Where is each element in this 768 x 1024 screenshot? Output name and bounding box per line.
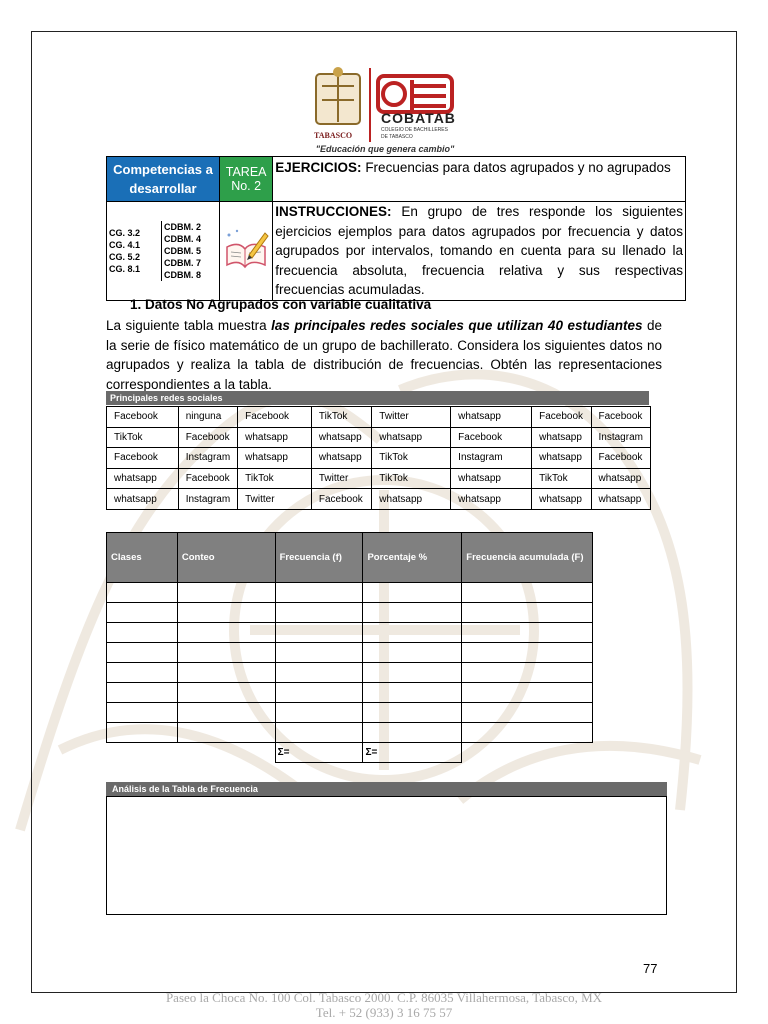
data-table-cell: whatsapp [107, 489, 179, 510]
freq-table-cell[interactable] [177, 663, 275, 683]
data-table-cell: Instagram [591, 427, 651, 448]
freq-table-cell[interactable] [363, 623, 462, 643]
ejercicios-cell [273, 157, 686, 202]
left-logo-text: TABASCO [314, 131, 353, 140]
right-logo-sub2: DE TABASCO [381, 134, 413, 140]
freq-table-cell[interactable] [107, 683, 178, 703]
freq-table-cell[interactable] [275, 703, 363, 723]
freq-header-acumulada: Frecuencia acumulada (F) [462, 533, 593, 583]
sum-percentage-field[interactable]: Σ= [363, 743, 462, 763]
freq-table-cell[interactable] [275, 643, 363, 663]
freq-table-cell[interactable] [462, 723, 593, 743]
data-table-cell: Facebook [451, 427, 532, 448]
data-table-cell: TikTok [311, 407, 371, 428]
data-table-cell: Twitter [372, 407, 451, 428]
freq-table-cell[interactable] [107, 643, 178, 663]
cg-code: CG. 5.2 [109, 251, 141, 262]
notebook-pencil-icon [221, 225, 271, 271]
data-table-row [107, 427, 651, 448]
data-table [106, 406, 651, 510]
cg-code: CG. 3.2 [109, 227, 141, 238]
cdbm-codes [162, 221, 218, 281]
freq-table-cell[interactable] [275, 723, 363, 743]
data-table-cell: Twitter [311, 468, 371, 489]
freq-table-cell[interactable] [107, 723, 178, 743]
cg-codes-cell [107, 202, 220, 301]
freq-table-cell[interactable] [363, 723, 462, 743]
freq-table-cell[interactable] [462, 683, 593, 703]
freq-table-cell[interactable] [363, 703, 462, 723]
freq-table-cell[interactable] [177, 683, 275, 703]
data-table-cell: whatsapp [532, 448, 591, 469]
freq-table-row [107, 623, 593, 643]
cdbm-code: CDBM. 5 [164, 245, 202, 256]
instrucciones-text: En grupo de tres responde los siguientes ejercicios ejemplos para datos agrupados por frecuencia y datos agrupados por intervalos, tomando en cuenta para su llenado la frecuencia absoluta, frecuencia relativa y sus respectivas frecuencias acumuladas. [275, 204, 683, 297]
data-table-cell: Facebook [107, 407, 179, 428]
data-table-cell: Facebook [591, 407, 651, 428]
data-table-cell: Facebook [532, 407, 591, 428]
sum-spacer [462, 743, 593, 763]
data-table-cell: whatsapp [451, 468, 532, 489]
instrucciones-label: INSTRUCCIONES: [275, 204, 392, 219]
freq-table-cell[interactable] [462, 623, 593, 643]
data-table-cell: TikTok [372, 448, 451, 469]
data-table-cell: ninguna [178, 407, 237, 428]
data-table-cell: Instagram [178, 489, 237, 510]
intro-emphasis: las principales redes sociales que utilizan 40 estudiantes [271, 318, 643, 333]
freq-table-row [107, 583, 593, 603]
data-table-cell: whatsapp [532, 427, 591, 448]
freq-table-cell[interactable] [275, 623, 363, 643]
data-table-row [107, 448, 651, 469]
data-table-cell: whatsapp [591, 489, 651, 510]
tarea-cell: TAREA No. 2 [220, 157, 273, 202]
cdbm-code: CDBM. 7 [164, 257, 202, 268]
freq-table-row [107, 723, 593, 743]
cdbm-code: CDBM. 2 [164, 221, 202, 232]
right-logo-sub1: COLEGIO DE BACHILLERES [381, 127, 448, 133]
freq-table-row [107, 683, 593, 703]
freq-table-cell[interactable] [107, 623, 178, 643]
data-table-cell: Instagram [178, 448, 237, 469]
sum-spacer [107, 743, 178, 763]
freq-header-clases: Clases [107, 533, 178, 583]
data-table-cell: Facebook [238, 407, 312, 428]
freq-table-cell[interactable] [462, 603, 593, 623]
freq-table-row [107, 663, 593, 683]
data-table-cell: Facebook [311, 489, 371, 510]
freq-table-cell[interactable] [275, 603, 363, 623]
freq-table-cell[interactable] [462, 703, 593, 723]
data-table-title: Principales redes sociales [106, 391, 649, 405]
data-table-cell: Facebook [178, 468, 237, 489]
freq-header-porcentaje: Porcentaje % [363, 533, 462, 583]
slogan: "Educación que genera cambio" [315, 144, 455, 154]
freq-table-cell[interactable] [177, 643, 275, 663]
freq-header-frecuencia: Frecuencia (f) [275, 533, 363, 583]
cdbm-code: CDBM. 8 [164, 269, 202, 280]
data-table-cell: whatsapp [107, 468, 179, 489]
task-header-table [106, 156, 686, 301]
freq-table-cell[interactable] [177, 623, 275, 643]
data-table-row [107, 489, 651, 510]
data-table-cell: Instagram [451, 448, 532, 469]
section-title: 1. Datos No Agrupados con variable cualitativa [130, 297, 432, 312]
freq-table-cell[interactable] [363, 583, 462, 603]
ejercicios-text: Frecuencias para datos agrupados y no agrupados [361, 160, 671, 175]
freq-table-cell[interactable] [177, 603, 275, 623]
intro-paragraph [106, 316, 662, 394]
cg-codes [109, 221, 162, 281]
competencias-cell: Competencias a desarrollar [107, 157, 220, 202]
freq-table-cell[interactable] [462, 583, 593, 603]
freq-table-cell[interactable] [275, 683, 363, 703]
freq-table-cell[interactable] [363, 643, 462, 663]
data-table-cell: Twitter [238, 489, 312, 510]
intro-text-a: La siguiente tabla muestra [106, 318, 272, 333]
freq-table-row [107, 703, 593, 723]
data-table-cell: whatsapp [311, 427, 371, 448]
cdbm-code: CDBM. 4 [164, 233, 202, 244]
cg-code: CG. 4.1 [109, 239, 141, 250]
footer-address [0, 990, 768, 1020]
frequency-table [106, 532, 593, 763]
sum-spacer [177, 743, 275, 763]
freq-table-row [107, 643, 593, 663]
freq-table-cell[interactable] [107, 663, 178, 683]
freq-table-cell[interactable] [275, 663, 363, 683]
data-table-cell: whatsapp [311, 448, 371, 469]
data-table-cell: whatsapp [238, 427, 312, 448]
freq-table-cell[interactable] [177, 723, 275, 743]
freq-table-cell[interactable] [177, 703, 275, 723]
intro-text-c: de la serie de físico matemático de un grupo de bachillerato. Considera los siguientes datos no agrupados y realiza la tabla de distribución de frecuencias. Obtén las representaciones correspondientes a la tabla. [106, 318, 662, 392]
data-table-cell: TikTok [372, 468, 451, 489]
cg-code: CG. 8.1 [109, 263, 141, 274]
data-table-cell: TikTok [532, 468, 591, 489]
instrucciones-cell [273, 202, 686, 301]
data-table-cell: TikTok [238, 468, 312, 489]
notebook-icon-cell [220, 202, 273, 301]
data-table-cell: whatsapp [451, 407, 532, 428]
data-table-cell: whatsapp [372, 489, 451, 510]
freq-header-conteo: Conteo [177, 533, 275, 583]
freq-table-cell[interactable] [107, 703, 178, 723]
footer-line-address: Paseo la Choca No. 100 Col. Tabasco 2000. C.P. 86035 Villahermosa, Tabasco, MX [165, 990, 603, 1005]
freq-table-cell[interactable] [107, 603, 178, 623]
data-table-cell: whatsapp [451, 489, 532, 510]
sum-frequency-field[interactable]: Σ= [275, 743, 363, 763]
data-table-cell: whatsapp [532, 489, 591, 510]
data-table-cell: Facebook [107, 448, 179, 469]
footer-line-phone: Tel. + 52 (933) 3 16 75 57 [315, 1005, 453, 1020]
freq-table-row [107, 603, 593, 623]
analysis-title: Análisis de la Tabla de Frecuencia [106, 782, 667, 796]
freq-table-cell[interactable] [107, 583, 178, 603]
ejercicios-label: EJERCICIOS: [275, 160, 362, 175]
freq-table-cell[interactable] [363, 683, 462, 703]
data-table-cell: Facebook [591, 448, 651, 469]
data-table-cell: Facebook [178, 427, 237, 448]
freq-table-cell[interactable] [462, 643, 593, 663]
freq-table-cell[interactable] [275, 583, 363, 603]
freq-table-cell[interactable] [363, 663, 462, 683]
right-logo-title: COBATAB [381, 110, 456, 126]
page-number: 77 [643, 961, 658, 976]
freq-table-cell[interactable] [363, 603, 462, 623]
data-table-row [107, 407, 651, 428]
data-table-cell: TikTok [107, 427, 179, 448]
data-table-row [107, 468, 651, 489]
analysis-answer-box[interactable] [106, 796, 667, 915]
data-table-cell: whatsapp [238, 448, 312, 469]
data-table-cell: whatsapp [591, 468, 651, 489]
freq-table-cell[interactable] [177, 583, 275, 603]
freq-table-cell[interactable] [462, 663, 593, 683]
data-table-cell: whatsapp [372, 427, 451, 448]
